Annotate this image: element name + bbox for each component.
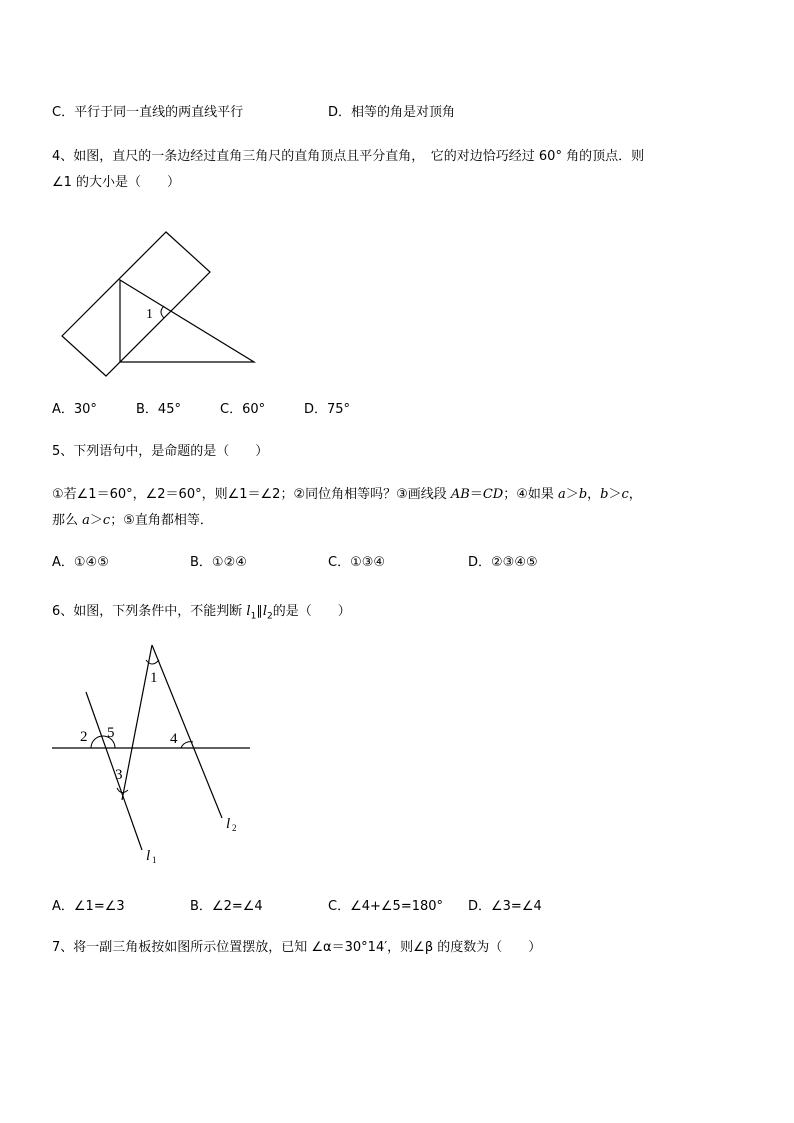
q5-option-c: C．①③④ bbox=[328, 555, 386, 570]
line-l2-subscript: 2 bbox=[266, 611, 273, 622]
line-l1-subscript: 1 bbox=[250, 611, 257, 622]
angle-3-arc bbox=[117, 788, 128, 793]
q5-stem: 5、下列语句中，是命题的是（ ） bbox=[52, 444, 269, 459]
q5-line1-part-a: ①若∠1＝60°，∠2＝60°，则∠1＝∠2；②同位角相等吗？③画线段 bbox=[52, 487, 451, 502]
angle-label-3: 3 bbox=[115, 767, 123, 783]
q6-stem-part-a: 6、如图，下列条件中，不能判断 bbox=[52, 604, 247, 619]
figure-label-1: 1 bbox=[146, 307, 153, 322]
label-l2-subscript: 2 bbox=[232, 823, 237, 833]
q4-option-c: C．60° bbox=[220, 402, 266, 417]
angle-label-2: 2 bbox=[80, 729, 88, 745]
q5-option-a: A．①④⑤ bbox=[52, 555, 109, 570]
angle-label-1: 1 bbox=[150, 670, 158, 686]
line-l1 bbox=[86, 692, 142, 850]
segment-cd: CD bbox=[482, 487, 504, 502]
q6-option-a: A．∠1=∠3 bbox=[52, 899, 125, 914]
q4-option-d: D．75° bbox=[304, 402, 351, 417]
q6-option-d: D．∠3=∠4 bbox=[468, 899, 542, 914]
var-b: b bbox=[578, 487, 588, 502]
comma: ， bbox=[587, 487, 601, 502]
q5-line1-part-b: ；④如果 bbox=[503, 487, 559, 502]
q3-option-d: D．相等的角是对顶角 bbox=[328, 105, 456, 120]
segment-ab: AB bbox=[450, 487, 470, 502]
var-b: b bbox=[600, 487, 609, 502]
q7-stem: 7、将一副三角板按如图所示位置摆放，已知 ∠α＝30°14′，则∠β 的度数为（ ） bbox=[52, 940, 542, 955]
q5-line2-part-b: ；⑤直角都相等． bbox=[110, 513, 213, 528]
q5-line2-part-a: 那么 bbox=[52, 513, 83, 528]
var-c: c bbox=[621, 487, 629, 502]
comma: ， bbox=[628, 487, 642, 502]
gt-sign: ＞ bbox=[565, 487, 579, 502]
line-l1: l bbox=[246, 604, 251, 619]
q4-option-b: B．45° bbox=[136, 402, 181, 417]
label-l1: l bbox=[146, 848, 151, 864]
var-c: c bbox=[102, 513, 111, 528]
q6-option-b: B．∠2=∠4 bbox=[190, 899, 263, 914]
parallel-sign: ∥ bbox=[256, 604, 263, 619]
var-a: a bbox=[558, 487, 566, 502]
q5-option-b: B．①②④ bbox=[190, 555, 247, 570]
transversal bbox=[122, 645, 152, 800]
q5-option-d: D．②③④⑤ bbox=[468, 555, 538, 570]
line-l2: l bbox=[262, 604, 267, 619]
q3-option-c: C．平行于同一直线的两直线平行 bbox=[52, 105, 244, 120]
gt-sign: ＞ bbox=[89, 513, 103, 528]
line-l2 bbox=[152, 645, 222, 818]
gt-sign: ＞ bbox=[608, 487, 622, 502]
q6-stem-part-b: 的是（ ） bbox=[272, 604, 351, 619]
angle-label-5: 5 bbox=[107, 725, 115, 741]
equals-sign: ＝ bbox=[469, 487, 483, 502]
q6-option-c: C．∠4+∠5=180° bbox=[328, 899, 444, 914]
q4-stem-line2: ∠1 的大小是（ ） bbox=[52, 175, 181, 190]
label-l1-subscript: 1 bbox=[152, 855, 157, 865]
var-a: a bbox=[82, 513, 90, 528]
q4-stem-line1: 4、如图，直尺的一条边经过直角三角尺的直角顶点且平分直角， 它的对边恰巧经过 60° 角的顶点．则 bbox=[52, 149, 645, 164]
q4-option-a: A．30° bbox=[52, 402, 97, 417]
angle-label-4: 4 bbox=[170, 731, 178, 747]
label-l2: l bbox=[226, 816, 231, 832]
